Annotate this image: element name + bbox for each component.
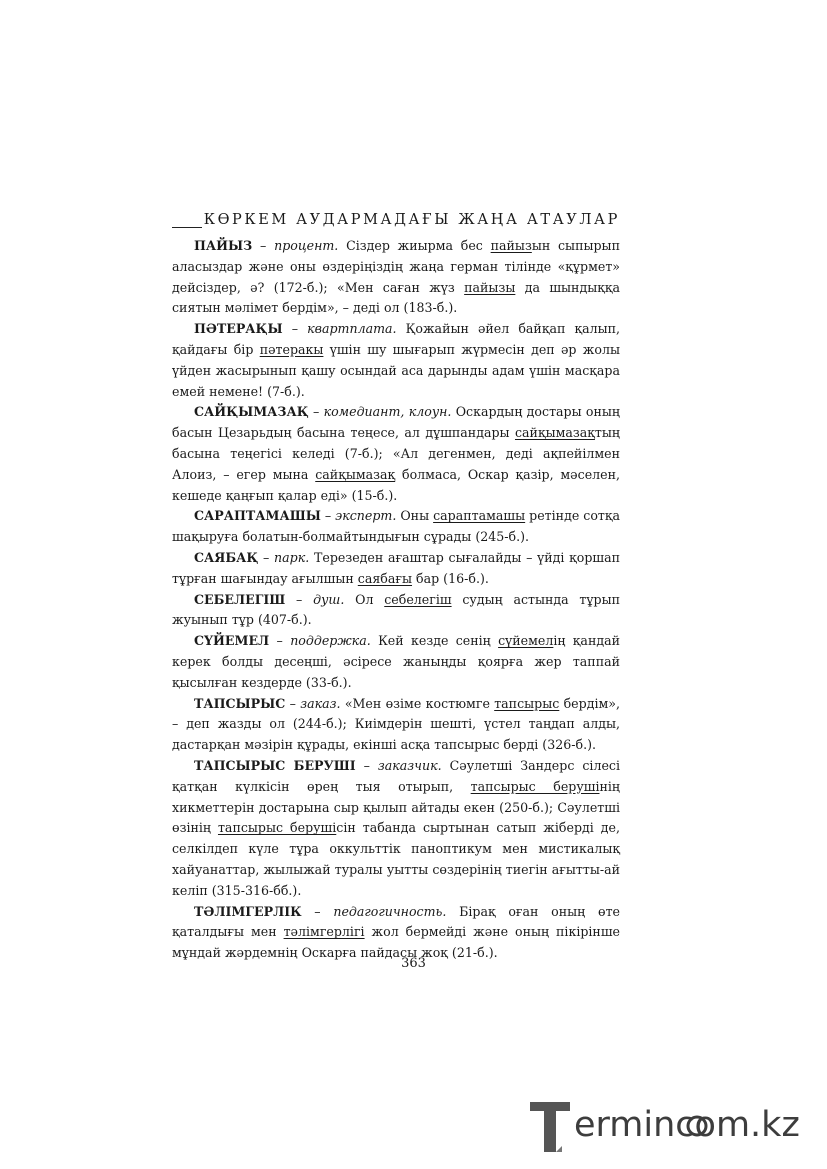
- entry-text: ің қандай керек болды десеңші, әсіресе жаныңды қоярға жер таппай қысылған кездерде (33-б.).: [172, 633, 620, 690]
- entry-term: САРАПТАМАШЫ: [194, 508, 321, 524]
- underlined-term: себелегіш: [384, 591, 452, 607]
- entry-translation: заказчик.: [377, 757, 442, 773]
- entry-translation: душ.: [313, 591, 345, 607]
- page-number: 363: [401, 956, 426, 971]
- entry-translation: квартплата.: [307, 321, 397, 337]
- entry-translation: парк.: [274, 549, 310, 565]
- entry-text: тың басына теңегісі келеді (7-б.); «Ал дегенмен, деді ақпейілмен Алоиз, – егер мына: [172, 425, 620, 482]
- dictionary-entry: ПӘТЕРАҚЫ – квартплата. Қожайын әйел байқап қалып, қайдағы бір пәтеракы үшін шу шығарып жүрмесін деп әр жолы үйден жасырынып қашу осындай аса дарынды адам үшін масқара емей немене! (7-б.).: [172, 321, 620, 399]
- underlined-term: сайқымазақ: [315, 466, 396, 482]
- underlined-term: тәлімгерлігі: [283, 924, 365, 940]
- dictionary-body: [172, 236, 620, 964]
- entry-term: ПАЙЫЗ: [194, 238, 253, 253]
- entry-text: да шындыққа сиятын мәлімет бердім», – деді ол (183-б.).: [172, 279, 620, 316]
- entry-translation: процент.: [274, 238, 339, 253]
- dictionary-entry: ПАЙЫЗ – процент. Сіздер жиырма бес пайызын сыпырып аласыздар және оны өздеріңіздің жаңа герман тілінде «құрмет» дейсіздер, ә? (172-б.); «Мен саған жүз пайызы да шындыққа сиятын мәлімет бердім», – деді ол (183-б.).: [172, 238, 620, 316]
- entry-term: САЙҚЫМАЗАҚ: [194, 404, 309, 420]
- entry-text: ын сыпырып аласыздар және оны өздеріңіздің жаңа герман тілінде «құрмет» дейсіздер, ә? (172-б.); «Мен саған жүз: [172, 238, 620, 295]
- underlined-term: сараптамашы: [433, 508, 526, 524]
- svg-text:ermincom.kz: ermincom.kz: [574, 1105, 800, 1145]
- header-title: КӨРКЕМ АУДАРМАДАҒЫ ЖАҢА АТАУЛАР: [203, 212, 620, 228]
- dictionary-entry: СҮЙЕМЕЛ – поддержка. Кей кезде сенің сүйемелің қандай керек болды десеңші, әсіресе жаныңды қоярға жер таппай қысылған кездерде (33-б.).: [172, 633, 620, 690]
- entry-text: бар (16-б.).: [412, 570, 489, 586]
- underlined-term: саябағы: [357, 570, 413, 586]
- entry-text: Қожайын әйел байқап қалып, қайдағы бір: [172, 321, 620, 357]
- termincom-logo: [528, 1098, 818, 1154]
- logo-t-icon: [528, 1098, 572, 1154]
- header-rule: [172, 213, 202, 228]
- entry-translation: эксперт.: [335, 508, 397, 524]
- entry-text: бердім», – деп жазды ол (244-б.); Киімдерін шешті, үстел таңдап алды, дастарқан мәзірін құрады, екінші асқа тапсырыс берді (326-б.).: [172, 695, 620, 753]
- entry-term: СЕБЕЛЕГІШ: [194, 591, 286, 607]
- entry-text: Ол: [344, 591, 385, 607]
- dictionary-entry: СЕБЕЛЕГІШ – душ. Ол себелегіш судың астында тұрып жуынып тұр (407-б.).: [172, 591, 620, 628]
- entry-text: болмаса, Оскар қазір, мәселен, кешеде қаңғып қалар еді» (15-б.).: [172, 466, 620, 503]
- entry-text: Бірақ оған оның өте қаталдығы мен: [172, 903, 620, 940]
- underlined-term: пайыз: [490, 238, 532, 253]
- entry-text: нің хикметтерін достарына сыр қылып айтады екен (250-б.); Сәулетші өзінің: [172, 778, 620, 836]
- entry-text: Кей кезде сенің: [370, 633, 499, 649]
- entry-term: СҮЙЕМЕЛ: [194, 633, 270, 649]
- entry-term: ТАПСЫРЫС БЕРУШІ: [194, 757, 356, 773]
- entry-text: сін табанда сыртынан сатып жіберді де, селкілдеп күле тұра оккульттік паноптикум мен мистикалық хайуанаттар, жылыжай туралы уытты сөздерінің тиегін ағытты-ай келіп (315-316-бб.).: [172, 820, 620, 898]
- entry-text: Терезеден ағаштар сығалайды – үйді қоршап тұрған шағындау ағылшын: [172, 549, 620, 586]
- entry-text: «Мен өзіме костюмге: [340, 695, 495, 711]
- entry-term: САЯБАҚ: [194, 549, 259, 565]
- entry-translation: комедиант, клоун.: [323, 404, 452, 420]
- entry-text: үшін шу шығарып жүрмесін деп әр жолы үйден жасырынып қашу осындай аса дарынды адам үшін масқара емей немене! (7-б.).: [172, 341, 620, 399]
- entry-text: Сіздер жиырма бес: [338, 238, 491, 253]
- underlined-term: сүйемел: [498, 633, 554, 649]
- logo-wordmark: [574, 1102, 818, 1146]
- underlined-term: пәтеракы: [259, 341, 324, 357]
- dictionary-entry: ТӘЛІМГЕРЛІК – педагогичность. Бірақ оған оның өте қаталдығы мен тәлімгерлігі жол бермейді және оның пікірінше мұндай жәрдемнің Оскарға пайдасы жоқ (21-б.).: [172, 903, 620, 961]
- dictionary-entry: САЯБАҚ – парк. Терезеден ағаштар сығалайды – үйді қоршап тұрған шағындау ағылшын саябағы бар (16-б.).: [172, 549, 620, 586]
- dictionary-entry: САРАПТАМАШЫ – эксперт. Оны сараптамашы ретінде сотқа шақыруға болатын-болмайтындығын сұрады (245-б.).: [172, 508, 621, 545]
- entry-term: ПӘТЕРАҚЫ: [194, 321, 283, 337]
- entry-translation: поддержка.: [290, 633, 371, 649]
- dictionary-entry: ТАПСЫРЫС БЕРУШІ – заказчик. Сәулетші Зандерс сілесі қатқан күлкісін өрең тыя отырып, тапсырыс берушiнің хикметтерін достарына сыр қылып айтады екен (250-б.); Сәулетші өзінің тапсырыс берушiсін табанда сыртынан сатып жіберді де, селкілдеп күле тұра оккульттік паноптикум мен мистикалық хайуанаттар, жылыжай туралы уытты сөздерінің тиегін ағытты-ай келіп (315-316-бб.).: [172, 757, 620, 898]
- entry-text: Оны: [396, 508, 434, 524]
- entry-text: Оскардың достары оның басын Цезарьдың басына теңесе, ал дұшпандары: [172, 404, 620, 441]
- dictionary-entry: ТАПСЫРЫС – заказ. «Мен өзіме костюмге тапсырыс бердім», – деп жазды ол (244-б.); Киімдерін шешті, үстел таңдап алды, дастарқан мәзірін құрады, екінші асқа тапсырыс берді (326-б.).: [172, 695, 620, 753]
- underlined-term: тапсырыс берушi: [470, 778, 600, 794]
- underlined-term: пайызы: [464, 279, 516, 295]
- entry-text: Сәулетші Зандерс сілесі қатқан күлкісін өрең тыя отырып,: [172, 757, 620, 794]
- running-header: [172, 212, 620, 228]
- entry-translation: заказ.: [300, 695, 341, 711]
- entry-term: ТӘЛІМГЕРЛІК: [194, 903, 302, 919]
- underlined-term: сайқымазақ: [514, 425, 595, 441]
- entry-text: ретінде сотқа шақыруға болатын-болмайтындығын сұрады (245-б.).: [172, 508, 621, 545]
- entry-term: ТАПСЫРЫС: [194, 695, 286, 711]
- underlined-term: тапсырыс берушi: [217, 820, 337, 836]
- dictionary-entry: САЙҚЫМАЗАҚ – комедиант, клоун. Оскардың достары оның басын Цезарьдың басына теңесе, ал дұшпандары сайқымазақтың басына теңегісі келеді (7-б.); «Ал дегенмен, деді ақпейілмен Алоиз, – егер мына сайқымазақ болмаса, Оскар қазір, мәселен, кешеде қаңғып қалар еді» (15-б.).: [172, 404, 620, 503]
- underlined-term: тапсырыс: [494, 695, 560, 711]
- entry-text: жол бермейді және оның пікірінше мұндай жәрдемнің Оскарға пайдасы жоқ (21-б.).: [172, 924, 620, 961]
- entry-translation: педагогичность.: [333, 903, 447, 919]
- entry-text: судың астында тұрып жуынып тұр (407-б.).: [172, 591, 620, 628]
